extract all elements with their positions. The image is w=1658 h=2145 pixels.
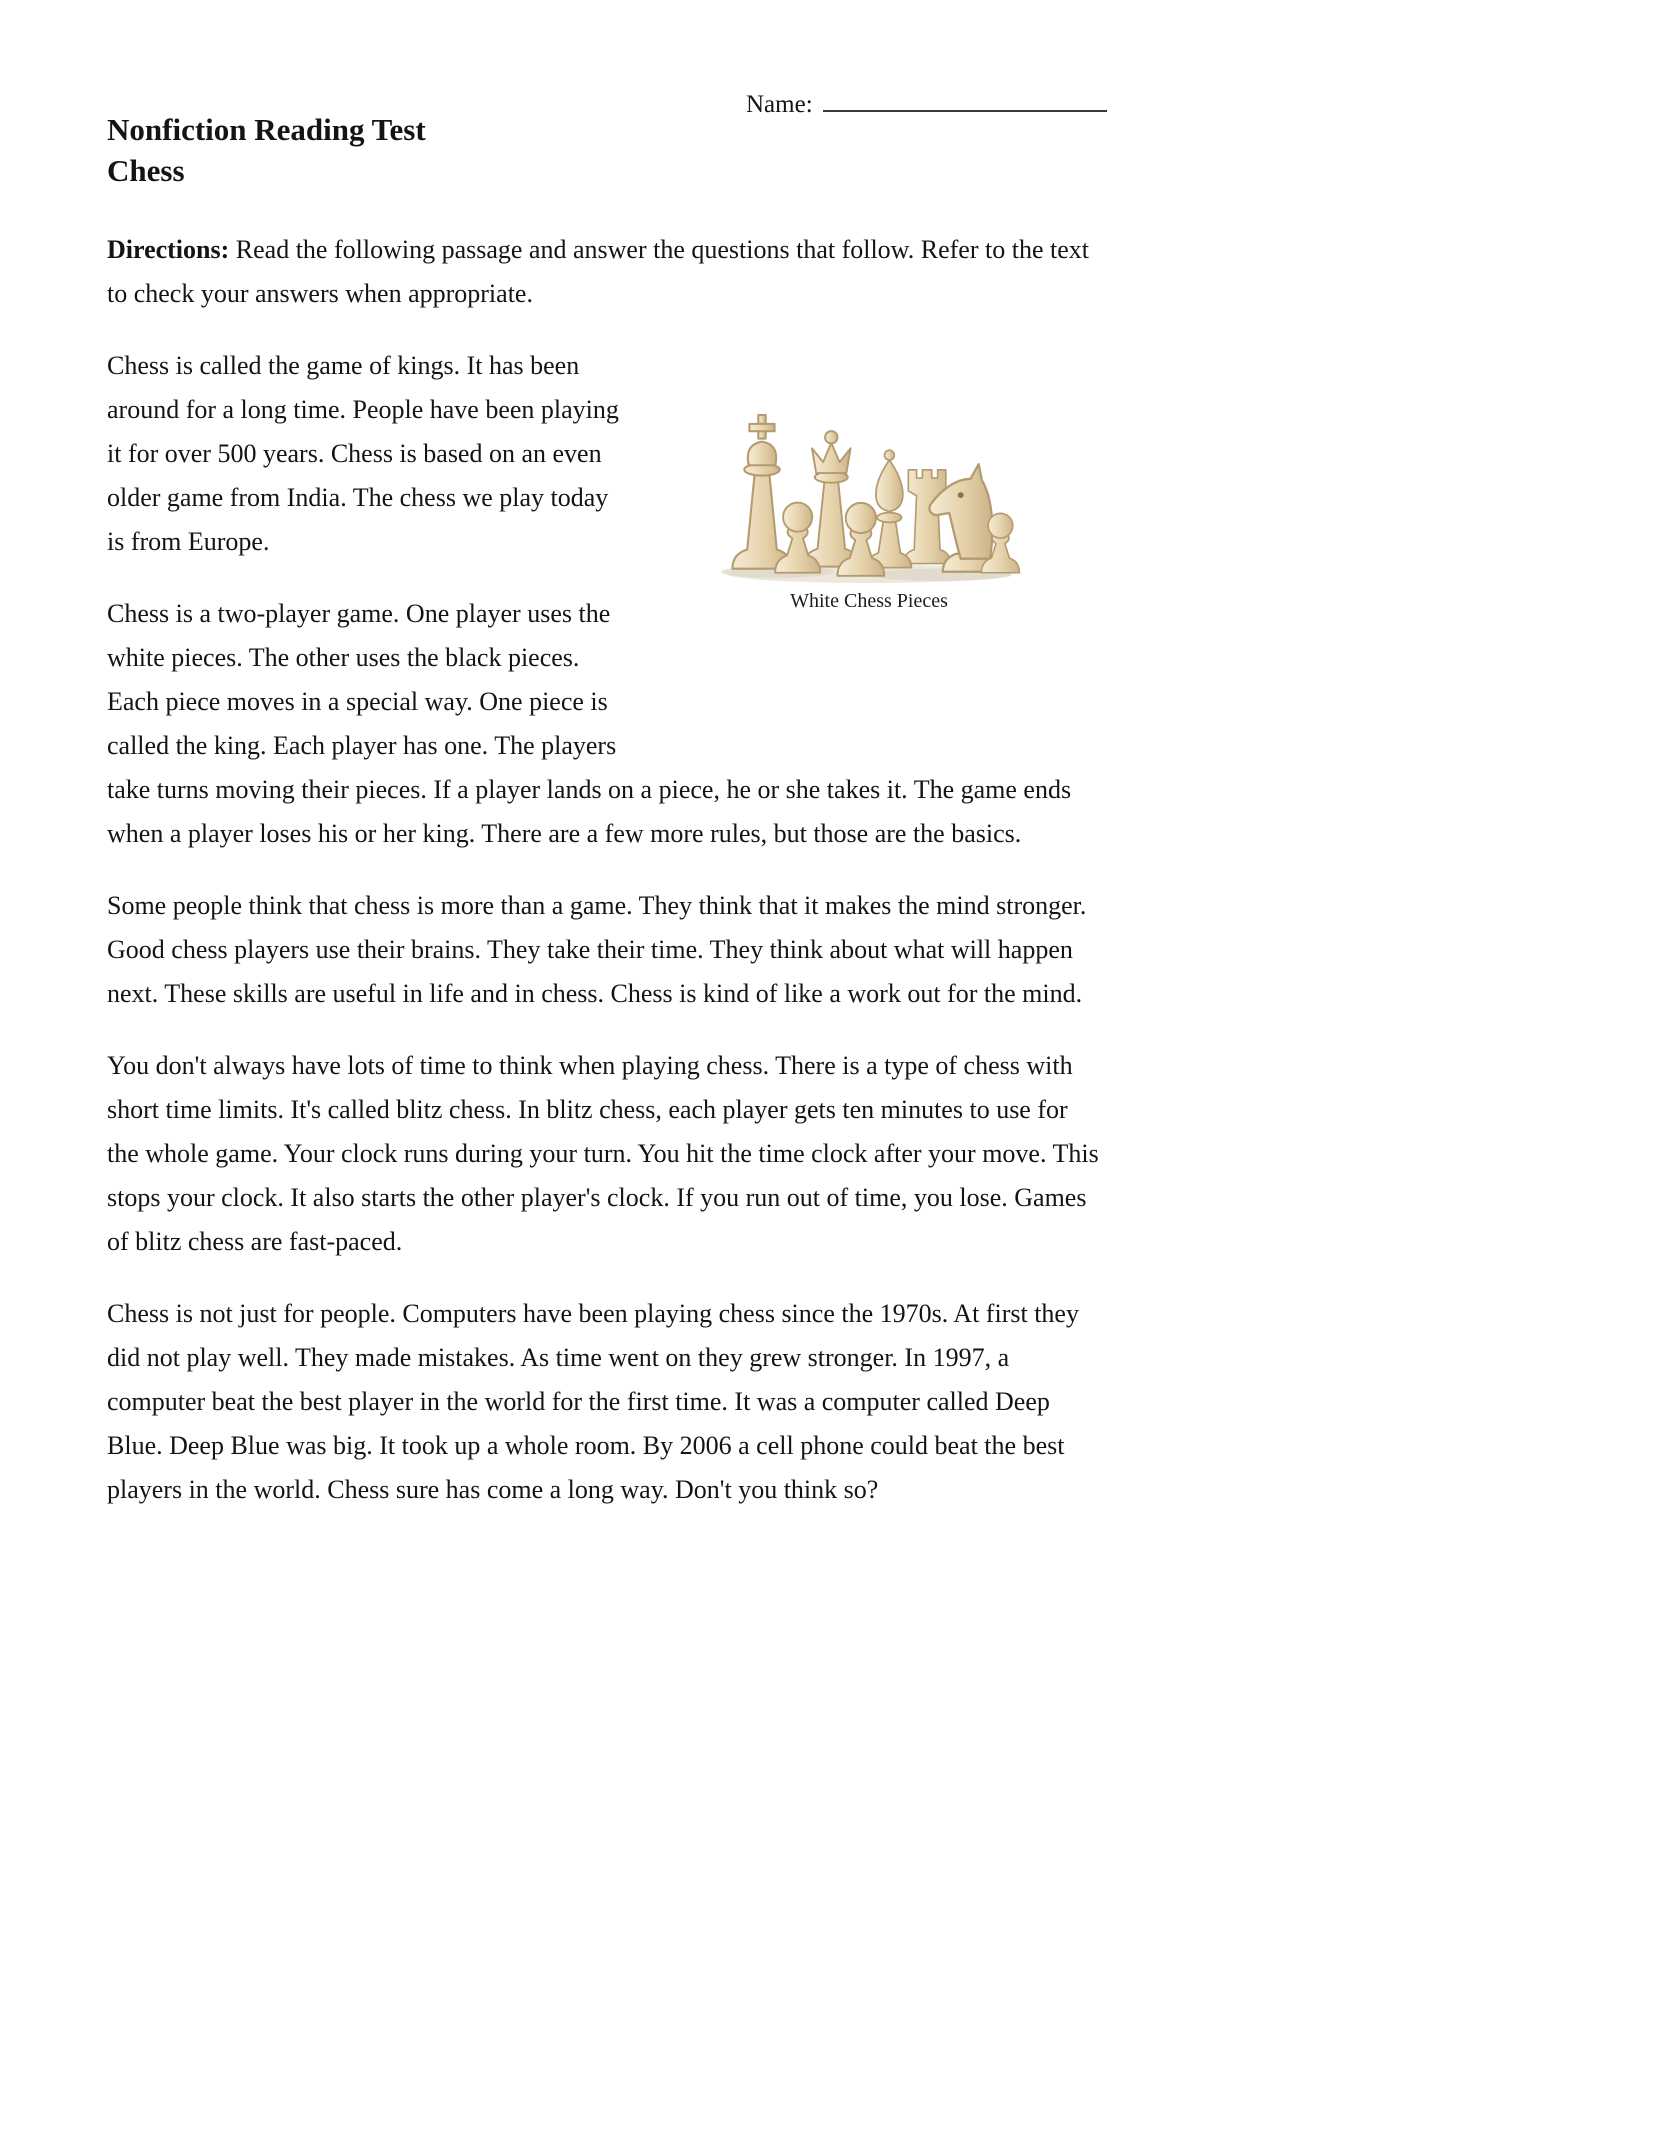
directions-text: Read the following passage and answer the questions that follow. Refer to the text to check your answers when appropriate.	[107, 234, 1089, 308]
photo-caption: White Chess Pieces	[790, 589, 948, 612]
name-label: Name:	[746, 91, 813, 118]
chess-photo-figure	[639, 372, 1099, 730]
directions-paragraph	[107, 228, 1099, 316]
passage-paragraph-4: You don't always have lots of time to think when playing chess. There is a type of chess with short time limits. It's called blitz chess. In blitz chess, each player gets ten minutes to use for the whole game. Your clock runs during your turn. You hit the time clock after your move. This stops your clock. It also starts the other player's clock. If you run out of time, you lose. Games of blitz chess are fast-paced.	[107, 1050, 1099, 1256]
passage-paragraph-5: Chess is not just for people. Computers have been playing chess since the 1970s. At first they did not play well. They made mistakes. As time went on they grew stronger. In 1997, a computer beat the best player in the world for the first time. It was a computer called Deep Blue. Deep Blue was big. It took up a whole room. By 2006 a cell phone could beat the best players in the world. Chess sure has come a long way. Don't you think so?	[107, 1298, 1079, 1504]
directions-label: Directions:	[107, 234, 230, 264]
reading-passage	[107, 344, 1099, 1512]
page-title: Nonfiction Reading Test	[107, 112, 426, 147]
name-blank-line[interactable]	[823, 86, 1107, 112]
passage-paragraph-1: Chess is called the game of kings. It has been around for a long time. People have been playing it for over 500 years. Chess is based on an even older game from India. The chess we play today is from Europe.	[107, 350, 619, 556]
worksheet-content	[107, 110, 1099, 1512]
passage-paragraph-2: Chess is a two-player game. One player uses the white pieces. The other uses the black pieces. Each piece moves in a special way. One piece is called the king. Each player has one. The players take turns moving their pieces. If a player lands on a piece, he or she takes it. The game ends when a player loses his or her king. There are a few more rules, but those are the basics.	[107, 598, 1072, 848]
passage-paragraph-3: Some people think that chess is more than a game. They think that it makes the mind stronger. Good chess players use their brains. They take their time. They think about what will happen next. These skills are useful in life and in chess. Chess is kind of like a work out for the mind.	[107, 890, 1087, 1008]
page-subtitle: Chess	[107, 152, 185, 188]
white-chess-pieces-image	[714, 372, 1024, 586]
